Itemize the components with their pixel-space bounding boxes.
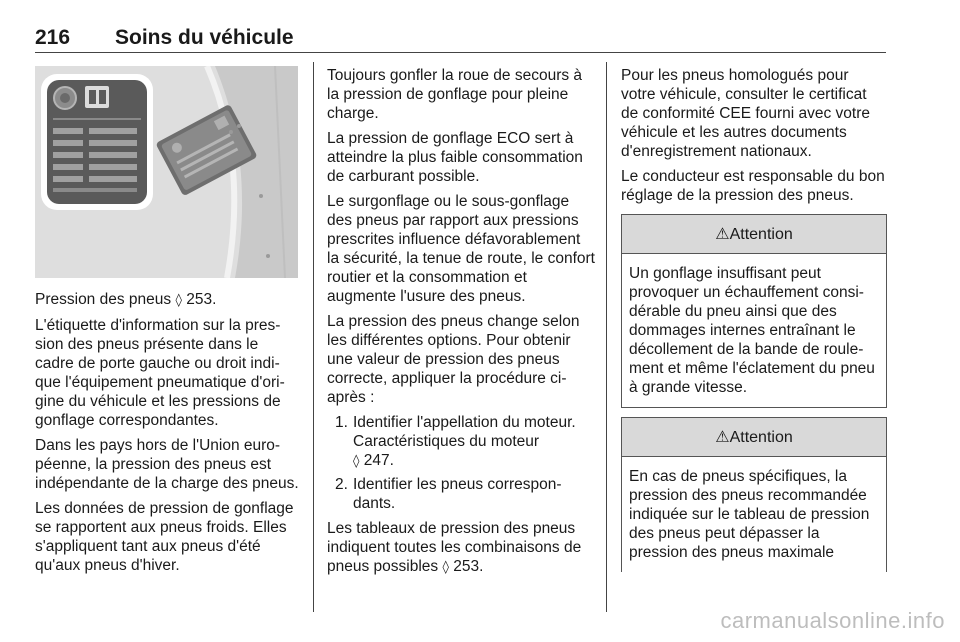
warning-box	[621, 214, 887, 408]
paragraph: La pression des pneus change selon les différentes options. Pour obtenir une valeur de pression des pneus correcte, appliquer la procédure ci-après :	[327, 313, 580, 406]
step-number: 2.	[335, 476, 348, 493]
warning-header	[622, 418, 886, 457]
reference-arrow-icon: ◊	[175, 293, 182, 308]
chapter-title: Soins du véhicule	[115, 26, 294, 49]
paragraph: Les données de pression de gonflage se rapportent aux pneus froids. Elles s'appliquent tant aux pneus d'été qu'aux pneus d'hiver.	[35, 500, 294, 574]
step-text: Identifier les pneus correspondants.	[353, 476, 562, 512]
list-item	[327, 475, 595, 513]
step-text: Identifier l'appellation du moteur. Caractéristiques du moteur	[353, 414, 576, 450]
column-divider	[313, 62, 314, 612]
reference-arrow-icon: ◊	[353, 454, 360, 469]
paragraph: Le surgonflage ou le sous-gonflage des pneus par rapport aux pressions prescrites influence défavorablement la sécurité, la tenue de route, le confort routier et la consommation et augmente l'usure des pneus.	[327, 193, 595, 305]
warning-box	[621, 417, 887, 572]
paragraph-text: Les tableaux de pression des pneus indiquent toutes les combinaisons de pneus possibles	[327, 520, 582, 575]
warning-triangle-icon: ⚠	[715, 427, 730, 446]
warning-text: Un gonflage insuffisant peut provoquer un échauffement considérable du pneu ainsi que des dommages internes entraînant le décollement de la bande de roulement et même l'éclatement du pneu à grande vitesse.	[629, 265, 875, 396]
warning-title: Attention	[729, 429, 793, 446]
reference-arrow-icon: ◊	[442, 560, 449, 575]
page-header	[35, 26, 886, 53]
list-item	[327, 413, 595, 471]
watermark: carmanualsonline.info	[720, 608, 945, 633]
door-frame-illustration	[35, 66, 298, 278]
paragraph	[327, 519, 595, 577]
paragraph: Dans les pays hors de l'Union européenne, la pression des pneus est indépendante de la charge des pneus.	[35, 437, 299, 492]
caption-text: Pression des pneus	[35, 291, 172, 308]
procedure-steps	[327, 413, 595, 513]
column-1	[35, 66, 300, 581]
caption-page-ref: 253.	[186, 291, 217, 308]
paragraph: Le conducteur est responsable du bon réglage de la pression des pneus.	[621, 168, 885, 204]
warning-header	[622, 215, 886, 254]
paragraph: Pour les pneus homologués pour votre véhicule, consulter le certificat de conformité CEE fourni avec votre véhicule et les autres documents d'enregistrement nationaux.	[621, 67, 870, 160]
paragraph-page-ref: 253.	[453, 558, 484, 575]
column-3	[621, 66, 887, 581]
paragraph: L'étiquette d'information sur la pression des pneus présente dans le cadre de porte gauche ou droit indique l'équipement pneumatique d'origine du véhicule et les pressions de gonflage correspondantes.	[35, 317, 285, 429]
warning-text: En cas de pneus spécifiques, la pression des pneus recommandée indiquée sur le tableau de pression des pneus peut dépasser la pression des pneus maximale	[629, 468, 870, 561]
paragraph: Toujours gonfler la roue de secours à la pression de gonflage pour pleine charge.	[327, 67, 583, 122]
tire-pressure-label-photo	[35, 66, 298, 278]
page-number: 216	[35, 26, 71, 49]
warning-triangle-icon: ⚠	[715, 224, 730, 243]
step-number: 1.	[335, 414, 348, 431]
column-2	[327, 66, 595, 583]
column-divider	[606, 62, 607, 612]
paragraph: La pression de gonflage ECO sert à atteindre la plus faible consommation de carburant possible.	[327, 130, 583, 185]
step-page-ref: 247.	[363, 452, 394, 469]
warning-title: Attention	[729, 226, 793, 243]
image-caption	[35, 290, 300, 310]
